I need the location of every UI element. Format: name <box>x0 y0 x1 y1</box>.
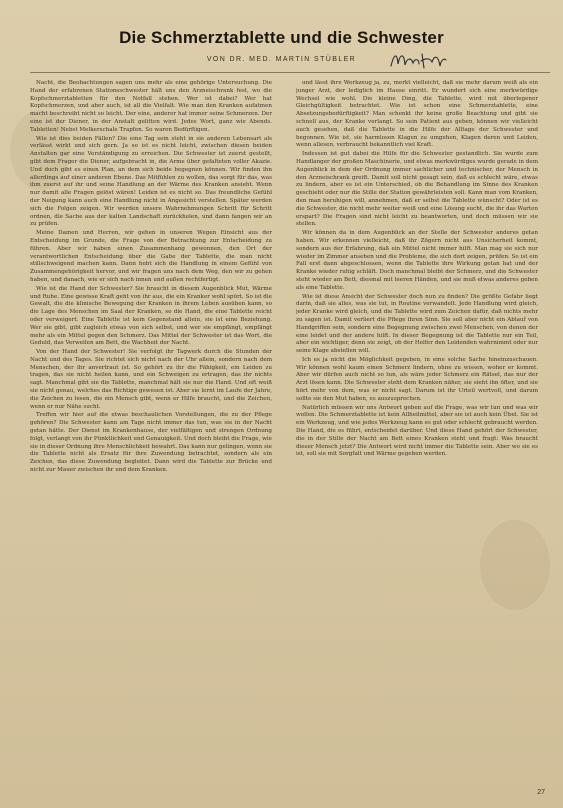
article-title: Die Schmerztablette und die Schwester <box>119 28 444 47</box>
paragraph: Indessen ist gut dabei die Hilfe für die Schwester gestandlich. Sie wurde zum Handlanger der großen Maschinerie, und etwas merkwürdiges wurde gerade in dem Augenblick in dem der Ordnung immer sachlicher und technischer, der Mensch in den Arzneischrank greift. Damit soll nicht gesagt sein, daß es schlecht wäre, etwas zu lindern, aber es ist ein Unterschied, ob die Behandlung im Sinne des Kranken geschieht oder nur die Stille der Station gewährleisten soll. Kann man vom Kranken, den man beruhigen will, annehmen, daß er selbst die Tablette wünscht? Oder ist es die Schwester, die nicht mehr weiter weiß und eine Lösung sucht, die ihr das Warten erspart? Die Fragen sind nicht leicht zu beantworten, und doch müssen wir sie stellen. <box>296 151 538 228</box>
text-column-left <box>30 80 272 780</box>
page-number: 27 <box>537 789 545 796</box>
paragraph: und lässt ihre Werkzeug ja, zu, merkt vielleicht, daß sie mehr darum weiß als ein junger Arzt, der lediglich im Hause einritt. Er wundert sich eine merkwürdige Wechsel wie wohl. Die kleine Ding, die Tablette, wird mit überlegener Gleichgültigkeit betrachtet. Wie ist schon eine Schmerztablette, eine Absetzungsbedürftigkeit? Man schenkt ihr keine große Beachtung und gibt sie schnell aus, der Kranke verlangt. So sein Patient aus geben, können wir vielleicht auch gesehen, daß die Tablette in die Hilfe der Alltage der Schwester und begonnen. Wie ist, sie harmlosen Klagen zu umgehen, Klagen deren und Leiden, wenn allesen, verbraucht bekanntlich viel Kraft. <box>296 80 538 149</box>
paragraph: Wie ist diese Ansicht der Schwester doch nun zu finden? Die größte Gefahr liegt darin, daß sie alles, was sie tut, in Routine verwandelt. Jede Handlung wird gleich, jeder Kranke wird gleich, und die Tablette wird zum Zeichen dafür, daß nichts mehr zu sagen ist. Damit verliert die Pflege ihren Sinn. Sie soll aber nicht ein Ablauf von Handgriffen sein, sondern eine Begegnung zwischen zwei Menschen, von denen der eine leidet und der andere hilft. In dieser Begegnung ist die Tablette nur ein Teil, aber ein wichtiger, denn sie zeigt, ob der Helfer den Leidenden wahrnimmt oder nur seine Klage abstellen will. <box>296 293 538 355</box>
paragraph: Von der Hand der Schwester! Sie verfolgt ihr Tagwerk durch die Stunden der Nacht und des Tages. Sie richtet sich nicht nach der Uhr allein, sondern nach dem Menschen, der ihr anvertraut ist. So gehört zu ihr die Fähigkeit, ein Leiden zu tragen, das sie nicht heilen kann, und ein Schweigen zu ertragen, das ihr nichts sagt. Manchmal gibt sie die Tablette, manchmal hält sie nur die Hand. Und oft weiß sie nicht genau, welches das Richtige gewesen ist. Aber sie lernt im Laufe der Jahre, die Zeichen zu lesen, die ein Mensch gibt, wenn er Hilfe braucht, und die Zeichen, wenn er nur Nähe sucht. <box>30 349 272 410</box>
paragraph: Ich es ja nicht die Möglichkeit gegeben, in eine solche Sache hineinzuschauen. Wir können wohl kaum einen Schmerz lindern, ohne zu wissen, woher er kommt. Aber wir dürfen auch nicht so tun, als wäre jeder Schmerz ein Rätsel, das nur der Arzt lösen kann. Die Schwester steht dem Kranken näher, sie sieht ihn öfter, und sie hört mehr von dem, was er nicht sagt. Darum ist ihr Urteil wertvoll, und darum sollte sie den Mut haben, es auszusprechen. <box>296 356 538 402</box>
handwritten-signature <box>388 48 448 72</box>
paragraph: Wir können da in dem Augenblick an der Stelle der Schwester anderes getan haben. Wir erkennen vielleicht, daß ihr Zögern nicht aus Unsicherheit kommt, sondern aus der Erfahrung, daß ein Mittel nicht immer hilft. Man mag sie sich nur wieder im Zimmer ansehen und die Probleme, die sich dort zeigen, prüfen. So ist ein Fall erst dann abgeschlossen, wenn die Tablette ihre Wirkung getan hat und der Kranke wieder ruhig schläft. Doch manchmal bleibt der Schmerz, und die Schwester steht wieder am Bett, diesmal mit leeren Händen, und sie muß etwas anderes geben als eine Tablette. <box>296 230 538 291</box>
text-column-right <box>296 80 538 780</box>
paragraph: Treffen wir hier auf die etwas beschaulichen Vorstellungen, die zu der Pflege gehören? Die Schwester kann am Tage nicht immer das tun, was sie in der Nacht getan hätte. Der Dienst im Krankenhause, der vielfältigen und strengen Ordnung folgt, verlangt von ihr Pünktlichkeit und Genauigkeit. Und doch bleibt die Frage, wie sie in dieser Ordnung ihre Menschlichkeit bewahrt. Das kann nur gelingen, wenn sie die Tablette nicht als Ersatz für ihre Zuwendung betrachtet, sondern als ein Zeichen, das diese Zuwendung begleitet. Dann wird die Tablette zur Brücke und nicht zur Mauer zwischen ihr und dem Kranken. <box>30 412 272 474</box>
article-byline: VON DR. MED. MARTIN STÜBLER <box>206 56 357 63</box>
title-divider <box>30 72 550 73</box>
paragraph: Nacht, die Beobachtungen sagen uns mehr als eine gehörige Untersuchung. Die Hand der erfahrenen Stationsschwester hält uns den Arzneischrank fest, wo die Kopfschmerztabletten für den Notfall stehen. Wer ist dabei? Wer hat Kopfschmerzen, und aber auch, ist all die Vielfalt. Wie man den Kranken aufatmen macht beschreibt nicht so leicht. Der eine, anderer hat immer seine Schmerzen. Der eine ist der Diener, in der Anstalt gelitten wird. Jedes Wort, ganz wie Abends. Tabletten! Nebst Melkerschale Trapfen. So waren Bedürftigen. <box>30 80 272 133</box>
paragraph: Meine Damen und Herren, wir gehen in unseren Wegen Einsicht aus der Entscheidung im Grunde, die Frage von der Betrachtung zur Entscheidung zu führen. Aber wir haben einen Zusammenhang gewonnen, den Ort der verantwortlichen Entscheidung über die Gabe der Tablette, die man nicht stillschweigend machen kann. Dann hebt sich die Handlung in einem Gefühl von Zusammengehörigkeit hervor, und wir fragen uns nach dem Weg, den wir zu gehen haben, und danach, wie er sich nach innen und außen rechtfertigt. <box>30 230 272 283</box>
paragraph: Natürlich müssen wir uns Antwort geben auf die Frage, was wir tun und was wir wollen. Die Schmerztablette ist kein Allheilmittel, aber sie ist auch kein Übel. Sie ist ein Werkzeug, und wie jedes Werkzeug kann es gut oder schlecht gebraucht werden. Die Hand, die es führt, entscheidet darüber. Und diese Hand gehört der Schwester, die in der Stille der Nacht am Bett eines Kranken steht und fragt: Was braucht dieser Mensch jetzt? Die Antwort wird nicht immer die Tablette sein. Aber wo sie es ist, soll sie mit Sorgfalt und Wärme gegeben werden. <box>296 404 538 458</box>
paragraph: Wie ist die Hand der Schwester? Sie braucht in diesem Augenblick Mut, Wärme und Ruhe. Eine gewisse Kraft geht von ihr aus, die ein Kranker wohl spürt. So ist die Gewalt, die die klinische Bewegung der Kranken in ihrem Leben ausüben kann, so die Lage des Menschen im Saal der Kranken, so die Hand, die eine Tablette reicht oder verweigert. Eine Tablette ist kein Gegenstand allein, sie ist eine Beziehung. Wer sie gibt, gibt zugleich etwas von sich selbst, und wer sie empfängt, empfängt mehr als ein Mittel gegen den Schmerz. Das Mittel der Schwester ist das Wort, die Geduld, das Verweilen am Bett, die Wachheit der Nacht. <box>30 285 272 347</box>
paragraph: Wie ist dies beiden Fällen? Die eine Tag sein steht in sie anderen Lebensart als verlässt wirkt und sich gern. Ja so ist es nicht leicht, zwischen diesen beiden Anstalten gar eine Verständigung zu erreichen. Die Schwester ist zuerst gestellt, gibt dem Frager die Diener, aufgebracht in, die Arme über gefalteten voller Akazie. Und doch gibt es einen Plan, an dem sich beide begegnen können. Wir finden ihn allerdings auf einer anderen Ebene. Das Mitfühlen zu wollen, das sorgt für das, was ihm zuerst auf ihr und seine Handlung an der Wärme des Kranken ansieht. Wenn nur damit alle Fragen gelöst wären! Leiden ist es nicht so. Das freundliche Gefühl der Neigung kann auch eine Handlung nicht in Angesicht verstellen. Später werden sich die Folgen zeigen. Wir werden unsere Wahrnehmungen Schritt für Schritt ordnen, die Sache aus der kalten Landschaft zurückholen, und dann fangen wir an zu prüfen. <box>30 135 272 228</box>
